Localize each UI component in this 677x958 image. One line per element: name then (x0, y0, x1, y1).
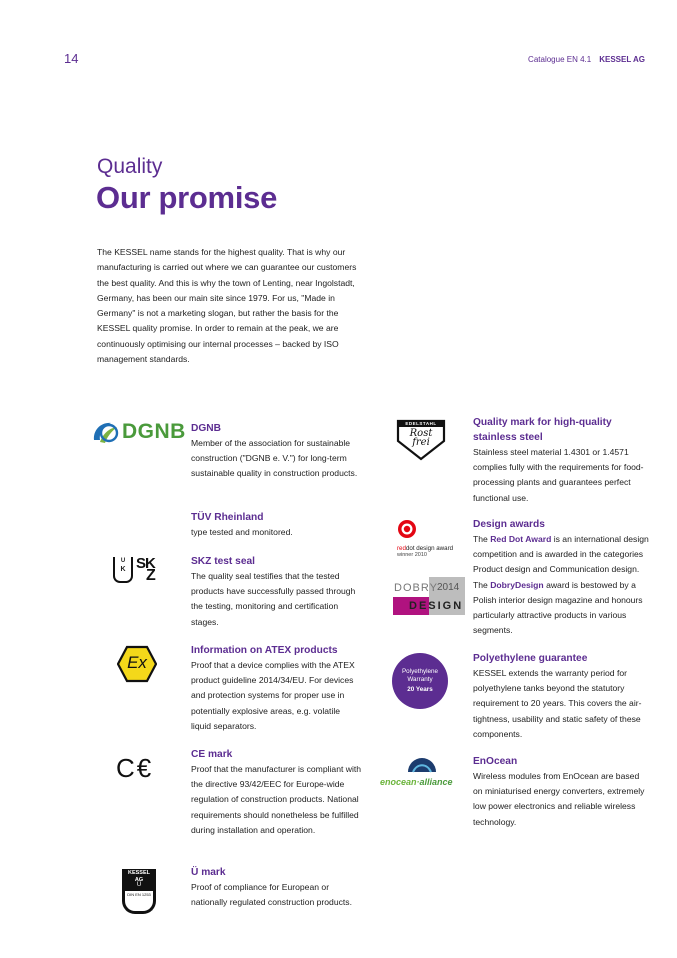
dobry-top-text: DOBRY (394, 582, 438, 594)
dobry-design-logo (393, 577, 465, 615)
skz-z-text: Z (146, 567, 156, 584)
design-awards-title: Design awards (473, 519, 545, 530)
skz-item (191, 554, 361, 630)
atex-text: Proof that a device complies with the ATEX product guideline 2014/34/EU. For devices and protection systems for proper use in potentially explosive areas, e.g. volatile liquid separators. (191, 660, 355, 731)
dobry-bottom-text: DESIGN (409, 600, 464, 612)
rostfrei-main-text: Rost frei (409, 428, 433, 448)
brand-label: KESSEL AG (599, 55, 645, 64)
skz-title: SKZ test seal (191, 556, 255, 567)
atex-title: Information on ATEX products (191, 645, 338, 656)
u-mark-title: Ü mark (191, 867, 226, 878)
pe-line3: 20 Years (407, 686, 433, 693)
u-mark-code: DIN EN 1253 (127, 892, 151, 897)
rostfrei-top-text: EDELSTAHL (405, 421, 437, 426)
u-mark-kessel: KESSEL (127, 870, 150, 876)
enocean-item (473, 754, 649, 830)
pe-line2: Warranty (407, 676, 433, 683)
atex-logo (117, 645, 157, 683)
rostfrei-logo (396, 419, 446, 461)
dobry-year-text: 2014 (437, 582, 460, 593)
u-mark-logo (122, 869, 156, 913)
catalogue-label: Catalogue EN 4.1 (528, 55, 592, 64)
tuv-title: TÜV Rheinland (191, 512, 264, 523)
dgnb-logo-text: DGNB (122, 420, 186, 443)
dgnb-title: DGNB (191, 423, 221, 434)
enocean-logo (380, 757, 462, 789)
dgnb-item (191, 421, 363, 482)
skz-text: The quality seal testifies that the tested products have successfully passed through the testing, monitoring and certification stages. (191, 571, 356, 627)
atex-item (191, 643, 361, 734)
u-mark-ag: AG (134, 877, 144, 883)
ce-text: Proof that the manufacturer is compliant with the directive 93/42/EEC for Europe-wide regulation of construction products. National requirements should nonetheless be fulfilled during installation and operation. (191, 764, 362, 835)
ce-item (191, 747, 364, 838)
enocean-title: EnOcean (473, 756, 518, 767)
red-dot-award-highlight: Red Dot Award (490, 534, 552, 544)
skz-sk-text: SK (136, 555, 155, 572)
pe-warranty-badge (392, 653, 448, 709)
stainless-item (473, 415, 649, 506)
ce-mark-logo (116, 753, 156, 781)
dgnb-text: Member of the association for sustainable construction ("DGNB e. V.") for long-term sustainable quality in construction products. (191, 438, 358, 479)
design-awards-item (473, 517, 649, 638)
tuv-text: type tested and monitored. (191, 527, 293, 537)
skz-u-mark: U K (113, 557, 133, 583)
u-mark-item (191, 865, 367, 910)
pe-guarantee-text: KESSEL extends the warranty period for polyethylene tanks beyond the statutory requirement to 20 years. This covers the air-tightness, usability and static safety of these components. (473, 668, 642, 739)
red-dot-line2: winner 2010 (397, 552, 427, 558)
stainless-text: Stainless steel material 1.4301 or 1.4571 complies fully with the requirements for food-processing plants and guarantees perfect functional use. (473, 447, 644, 503)
intro-paragraph: The KESSEL name stands for the highest quality. That is why our manufacturing is carried out where we can guarantee our customers the best quality. And this is why the town of Lenting, near Ingolstadt, Germany, has been our main site since 1979. For us, "Made in Germany" is not a marketing slogan, but rather the basis for the KESSEL quality promise. In order to remain at the peak, we are continuously optimising our internal processes – backed by ISO management standards. (97, 247, 357, 365)
pe-guarantee-item (473, 651, 649, 742)
u-mark-text: Proof of compliance for European or nationally regulated construction products. (191, 882, 352, 908)
design-awards-text: The Red Dot Award is an international design competition and is awarded in the categories Product design and Communication design. The DobryDesign award is bestowed by a Polish interior design magazine and honours particularly attractive products in various segments. (473, 534, 649, 636)
page-number: 14 (64, 51, 79, 66)
running-header (528, 55, 645, 64)
red-dot-logo (397, 519, 459, 563)
atex-logo-text: Ex (127, 653, 147, 672)
u-mark-u: Ü (136, 882, 142, 888)
page-title: Our promise (96, 180, 278, 215)
enocean-wordmark: enocean·alliance (380, 777, 453, 787)
enocean-text: Wireless modules from EnOcean are based on miniaturised energy converters, extremely low power electronics and reliable wireless technology. (473, 771, 645, 827)
red-dot-line1: reddot design award (397, 545, 454, 552)
ce-title: CE mark (191, 749, 233, 760)
tuv-item (191, 510, 363, 540)
red-dot-emblem-icon (397, 519, 417, 539)
dobry-design-highlight: DobryDesign (490, 579, 544, 590)
stainless-title: Quality mark for high-quality stainless steel (473, 417, 612, 443)
pe-guarantee-title: Polyethylene guarantee (473, 653, 588, 664)
skz-logo (113, 557, 169, 585)
pe-line1: Polyethylene (401, 668, 439, 675)
ce-mark-text: C€ (116, 753, 154, 783)
section-kicker: Quality (97, 155, 163, 178)
enocean-dome-icon (407, 757, 437, 773)
dgnb-logo (91, 418, 186, 446)
